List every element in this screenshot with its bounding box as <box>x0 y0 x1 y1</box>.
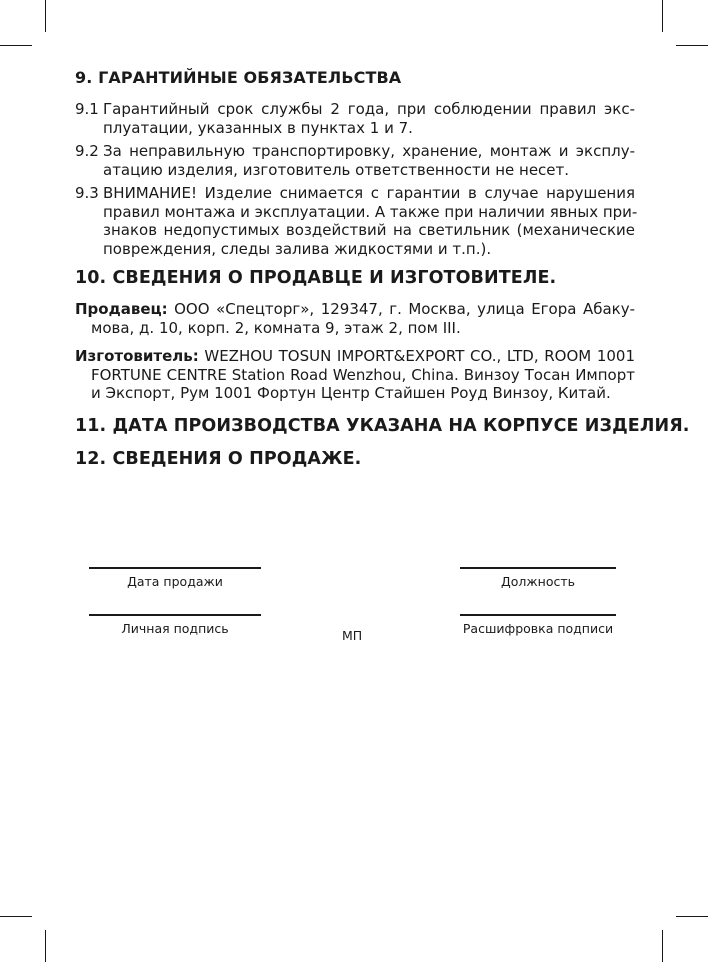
personal-signature-field[interactable] <box>89 614 261 636</box>
item-number: 9.2 <box>75 142 99 160</box>
crop-mark <box>0 45 32 46</box>
item-text-line: атацию изделия, изготовитель ответственности не несет. <box>103 160 570 179</box>
signature-line <box>89 567 261 569</box>
manufacturer-info <box>75 347 635 403</box>
signature-decoding-label: Расшифровка подписи <box>462 621 614 636</box>
stamp-place-label: МП <box>342 628 363 643</box>
crop-mark <box>45 930 46 962</box>
section-11-heading: 11. ДАТА ПРОИЗВОДСТВА УКАЗАНА НА КОРПУСЕ ИЗДЕЛИЯ. <box>75 415 690 436</box>
item-text-line: Гарантийный срок службы 2 года, при соблюдении правил экс- <box>103 100 635 118</box>
signature-line <box>460 614 616 616</box>
manufacturer-label: Изготовитель: <box>75 347 199 365</box>
section-9-heading: 9. ГАРАНТИЙНЫЕ ОБЯЗАТЕЛЬСТВА <box>75 68 402 87</box>
sale-date-field[interactable] <box>89 567 261 589</box>
item-text-line: знаков недопустимых воздействий на светильник (механические <box>103 221 635 239</box>
crop-mark <box>45 0 46 32</box>
crop-mark <box>0 916 32 917</box>
position-field[interactable] <box>460 567 616 589</box>
section-12-heading: 12. СВЕДЕНИЯ О ПРОДАЖЕ. <box>75 448 362 469</box>
crop-mark <box>662 930 663 962</box>
seller-label: Продавец: <box>75 300 168 318</box>
signature-decoding-field[interactable] <box>460 614 616 636</box>
seller-info <box>75 300 635 337</box>
seller-line <box>75 300 635 319</box>
crop-mark <box>676 45 708 46</box>
warranty-item-9-3 <box>75 184 638 258</box>
item-text-line: За неправильную транспортировку, хранение, монтаж и эксплу- <box>103 142 635 160</box>
manufacturer-line: FORTUNE CENTRE Station Road Wenzhou, China. Винзоу Тосан Импорт <box>91 365 635 384</box>
signature-line <box>89 614 261 616</box>
position-label: Должность <box>500 574 575 589</box>
crop-mark <box>662 0 663 32</box>
manufacturer-line <box>75 347 635 366</box>
item-text-line: плуатации, указанных в пунктах 1 и 7. <box>103 118 413 137</box>
manufacturer-text: WEZHOU TOSUN IMPORT&EXPORT CO., LTD, ROOM 1001 <box>198 347 635 365</box>
personal-signature-label: Личная подпись <box>121 621 229 636</box>
item-number: 9.1 <box>75 100 99 118</box>
seller-text: ООО «Спецторг», 129347, г. Москва, улица Егора Абаку- <box>167 300 635 318</box>
manufacturer-line: и Экспорт, Рум 1001 Фортун Центр Стайшен Роуд Винзоу, Китай. <box>91 384 611 402</box>
warranty-item-9-1 <box>75 100 635 137</box>
item-text-line: ВНИМАНИЕ! Изделие снимается с гарантии в случае нарушения <box>103 184 635 202</box>
section-10-heading: 10. СВЕДЕНИЯ О ПРОДАВЦЕ И ИЗГОТОВИТЕЛЕ. <box>75 268 557 288</box>
item-text-line: правил монтажа и эксплуатации. А также при наличии явных при- <box>103 202 638 221</box>
item-number: 9.3 <box>75 184 99 202</box>
item-text-line: повреждения, следы залива жидкостями и т.п.). <box>103 239 492 258</box>
sale-date-label: Дата продажи <box>127 574 223 589</box>
signature-line <box>460 567 616 569</box>
crop-mark <box>676 916 708 917</box>
document-body <box>75 66 690 471</box>
seller-line: мова, д. 10, корп. 2, комната 9, этаж 2, пом III. <box>91 318 461 337</box>
warranty-item-9-2 <box>75 142 635 179</box>
